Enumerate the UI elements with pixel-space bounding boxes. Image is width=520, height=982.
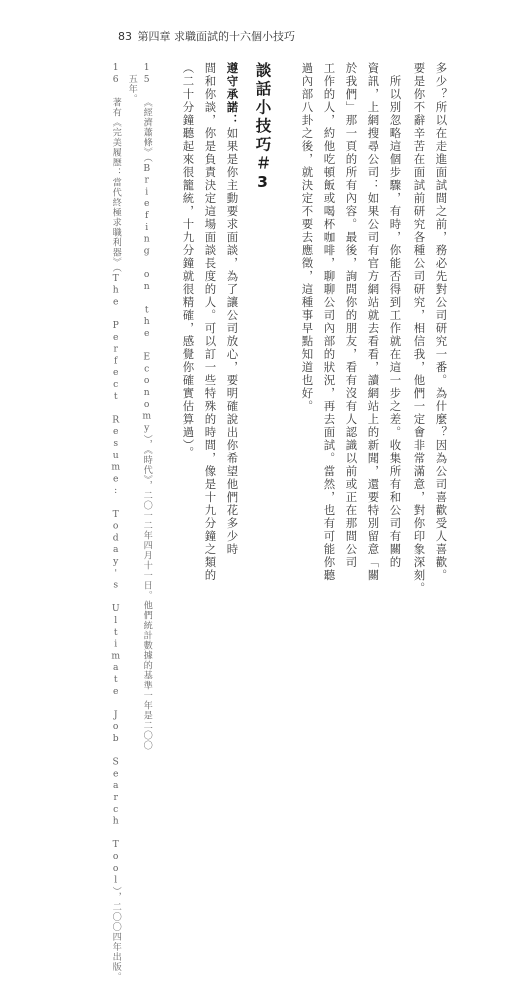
footnote: 15 《經濟蕭條》（Briefing on the Economy），《時代》，二〇一二年四月十一日。他們統計數據的基準一年是二〇〇 <box>141 62 153 751</box>
body-line: 所以別忽略這個步驟，有時，你能否得到工作就在這一步之差。收集所有和公司有關的 <box>388 75 403 569</box>
tip-line: （二十分鐘聽起來很籠統，十九分鐘就很精確，感覺你確實估算過）。 <box>181 62 196 460</box>
body-line: 過內部八卦之後，就決定不要去應徵，這種事早點知道也好。 <box>300 62 315 413</box>
body-line: 工作的人，約他吃頓飯或喝杯咖啡，聊聊公司內部的狀況，再去面試。當然，也有可能你聽 <box>322 62 337 582</box>
running-header <box>118 28 295 44</box>
tip-lead: 遵守承諾： <box>225 62 240 127</box>
body-line: 資訊，上網搜尋公司：如果公司有官方網站就去看看，讀網站上的新聞，還要特別留意「關 <box>366 62 381 582</box>
footnote: 16 著有《完美履歷：當代終極求職利器》（The Perfect Resume: Today's Ultimate Job Search Tool），二〇〇四年出版。 <box>110 62 122 982</box>
tip-heading: 談話小技巧＃3 <box>253 62 272 194</box>
tip-line-text: 如果是你主動要求面談，為了讓公司放心，要明確說出你希望他們花多少時 <box>225 127 240 556</box>
body-line: 於我們」那一頁的所有內容。最後，詢問你的朋友，看有沒有人認識以前或正在那間公司 <box>344 62 359 569</box>
body-line: 多少？所以在走進面試間之前，務必先對公司研究一番。為什麼？因為公司喜歡受人喜歡。 <box>434 62 449 582</box>
page-number: 83 <box>118 30 132 43</box>
chapter-title: 第四章 求職面試的十六個小技巧 <box>137 30 295 43</box>
tip-line-1 <box>225 62 240 556</box>
footnote: 五年。 <box>126 74 138 104</box>
body-line: 要是你不辭辛苦在面試前研究各種公司研究，相信我，他們一定會非常滿意，對你印象深刻。 <box>412 62 427 595</box>
tip-line: 間和你談，你是負責決定這場面談長度的人。可以訂一些特殊的時間，像是十九分鐘之類的 <box>203 62 218 582</box>
